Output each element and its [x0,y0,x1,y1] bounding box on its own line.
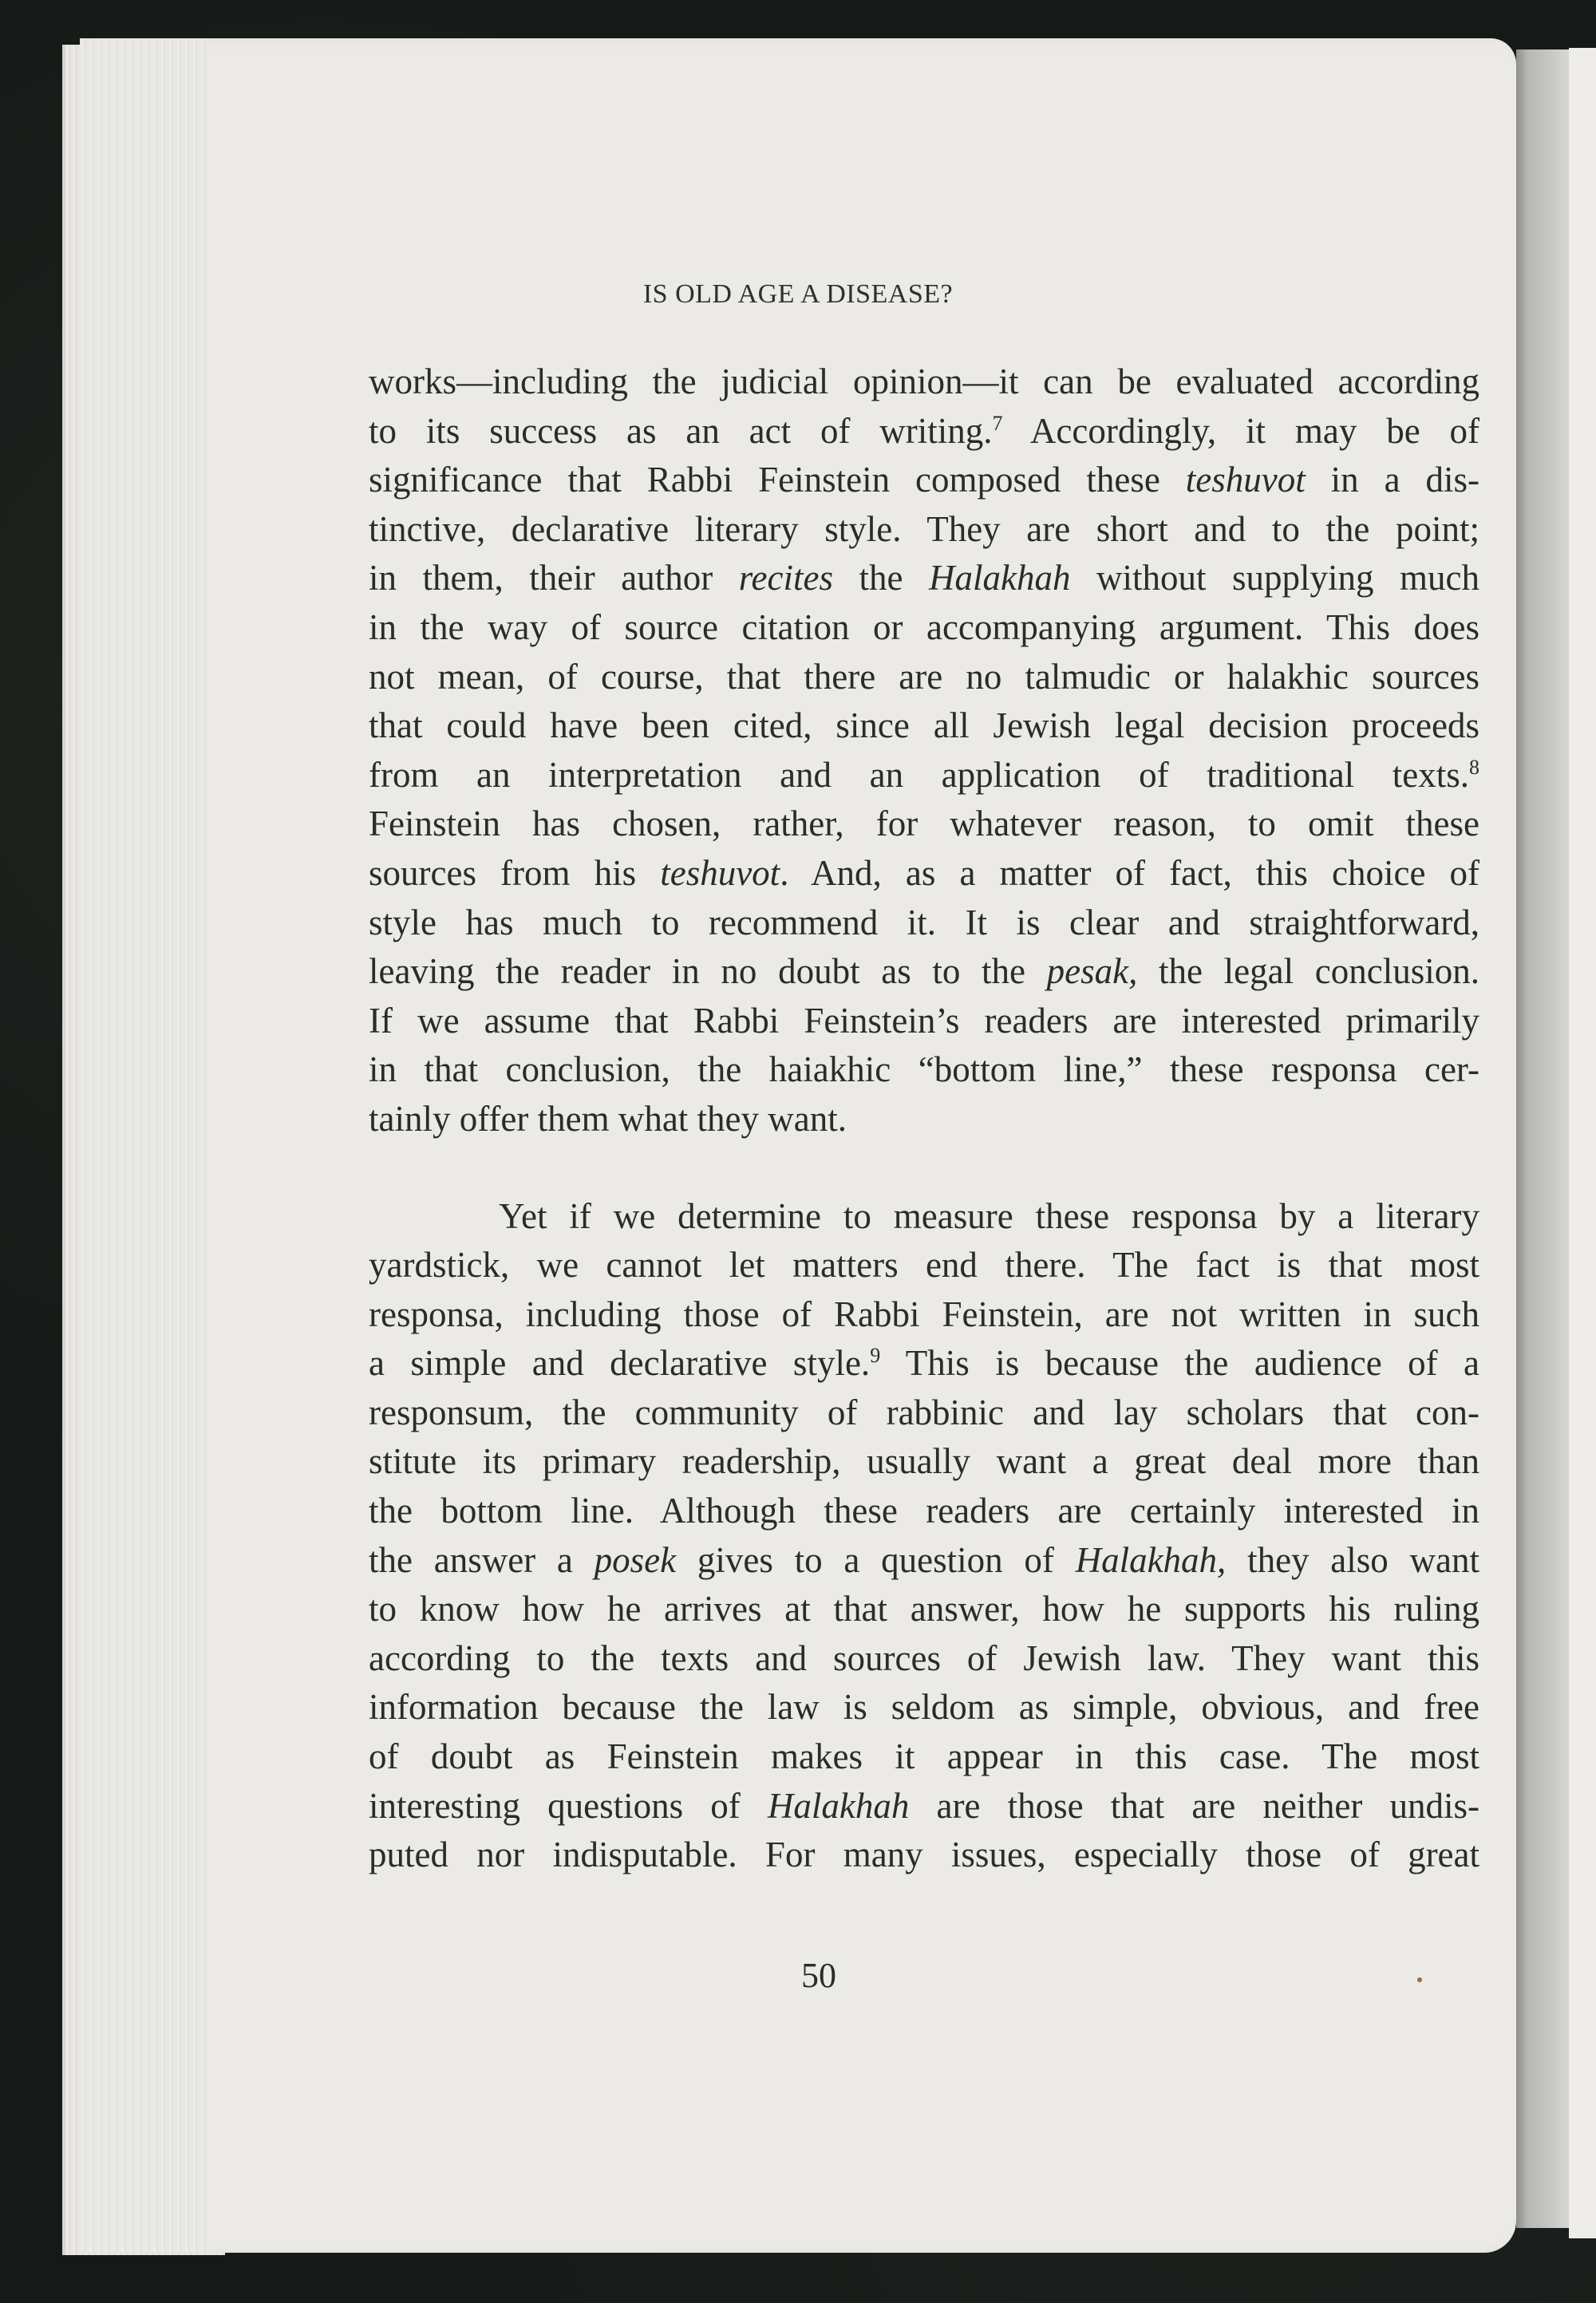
text-line: If we assume that Rabbi Feinstein’s readers are interested primarily [369,1000,1479,1041]
footnote-marker[interactable]: 9 [870,1344,881,1368]
text-line: in the way of source citation or accompanying argument. This does [369,606,1479,647]
text-line: to know how he arrives at that answer, how he supports his ruling [369,1589,1479,1629]
text-line: stitute its primary readership, usually want a great deal more than [369,1441,1479,1482]
text-line: sources from his teshuvot. And, as a matter of fact, this choice of [369,852,1479,893]
italic-term: Halakhah [928,558,1071,598]
italic-term: Halakhah, [1075,1539,1227,1580]
text-line: responsum, the community of rabbinic and lay scholars that con- [369,1392,1479,1432]
text-line: from an interpretation and an application of traditional texts.$^8$ [369,754,1479,795]
italic-term: teshuvot [1185,460,1306,500]
text-line: in that conclusion, the haiakhic “bottom line,” these responsa cer- [369,1049,1479,1090]
text-line: significance that Rabbi Feinstein composed these teshuvot in a dis- [369,460,1479,500]
text-line: puted nor indisputable. For many issues, especially those of great [369,1835,1479,1875]
facing-page-edge [1569,48,1596,2238]
text-line: tinctive, declarative literary style. They are short and to the point; [369,508,1479,549]
text-line: interesting questions of Halakhah are those that are neither undis- [369,1785,1479,1826]
italic-term: recites [738,558,833,598]
page-number-container [0,1955,1596,1996]
page-fore-edge-layers [80,38,207,2253]
text-line: yardstick, we cannot let matters end there. The fact is that most [369,1245,1479,1286]
text-line: that could have been cited, since all Jewish legal decision proceeds [369,705,1479,746]
running-head: IS OLD AGE A DISEASE? [642,279,954,309]
italic-term: posek [594,1539,677,1580]
footnote-marker[interactable]: 7 [992,411,1003,435]
body-text [369,357,1479,1880]
text-line: of doubt as Feinstein makes it appear in this case. The most [369,1736,1479,1777]
paragraph-2 [369,1192,1479,1880]
book-gutter-shadow [1516,49,1574,2228]
paragraph-1 [369,357,1479,1144]
text-line: Yet if we determine to measure these responsa by a literary [499,1195,1479,1236]
italic-term: Halakhah [767,1785,910,1826]
text-line: the answer a posek gives to a question of Halakhah, they also want [369,1539,1480,1580]
paper-speck [1417,1977,1422,1982]
text-line: Feinstein has chosen, rather, for whatever reason, to omit these [369,804,1479,844]
text-line: information because the law is seldom as simple, obvious, and free [369,1687,1479,1728]
footnote-marker[interactable]: 8 [1469,755,1479,779]
text-line: tainly offer them what they want. [369,1098,847,1139]
text-line: style has much to recommend it. It is clear and straightforward, [369,902,1479,942]
page-number: 50 [801,1956,836,1995]
italic-term: pesak, [1046,951,1138,992]
text-line: according to the texts and sources of Jewish law. They want this [369,1637,1479,1678]
text-line: to its success as an act of writing.$^7$ Accordingly, it may be of [369,410,1480,451]
text-line: a simple and declarative style.$^9$ This is because the audience of a [369,1343,1479,1384]
text-line: not mean, of course, that there are no talmudic or halakhic sources [369,656,1479,697]
italic-term: teshuvot [660,852,780,893]
text-line: works—including the judicial opinion—it can be evaluated according [369,361,1479,401]
text-line: in them, their author recites the Halakhah without supplying much [369,558,1479,598]
text-line: the bottom line. Although these readers are certainly interested in [369,1491,1479,1531]
paragraph-spacer [369,1144,1479,1192]
text-line: responsa, including those of Rabbi Feinstein, are not written in such [369,1294,1479,1334]
text-line: leaving the reader in no doubt as to the pesak, the legal conclusion. [369,951,1479,992]
